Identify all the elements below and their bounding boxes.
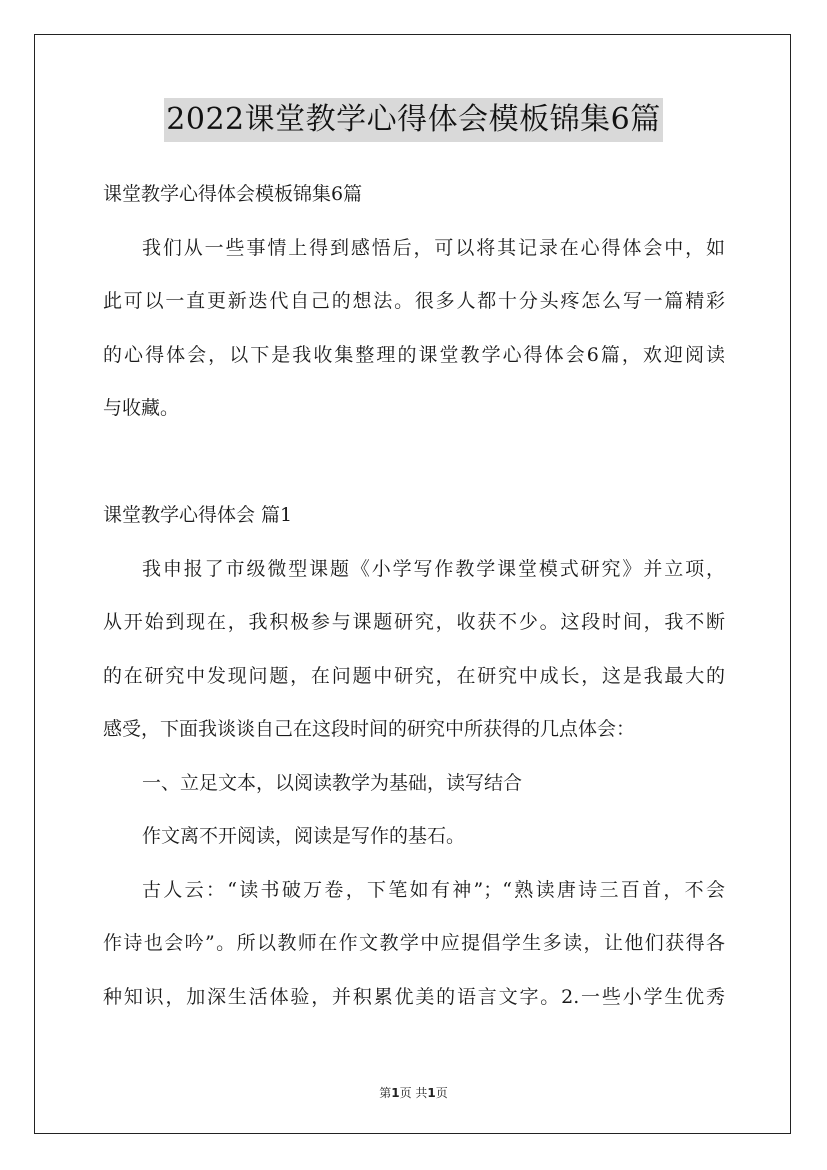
footer-page-number: 1	[391, 1086, 400, 1100]
section-para-line-2: 从开始到现在，我积极参与课题研究，收获不少。这段时间，我不断	[103, 611, 725, 633]
intro-line-4: 与收藏。	[103, 397, 180, 419]
section-para-line-4: 感受，下面我谈谈自己在这段时间的研究中所获得的几点体会：	[103, 718, 636, 740]
intro-line-1: 我们从一些事情上得到感悟后，可以将其记录在心得体会中，如	[142, 236, 725, 259]
title-container	[0, 98, 827, 142]
quote-para-line-2: 作诗也会吟”。所以教师在作文教学中应提倡学生多读，让他们获得各	[103, 932, 725, 954]
quote-para-line-1: 古人云：“读书破万卷，下笔如有神”；“熟读唐诗三百首，不会	[142, 878, 725, 901]
footer-total-number: 1	[427, 1086, 436, 1100]
page-footer	[0, 1084, 827, 1101]
quote-para-line-3: 种知识，加深生活体验，并积累优美的语言文字。2.一些小学生优秀	[103, 985, 725, 1008]
intro-line-2: 此可以一直更新迭代自己的想法。很多人都十分头疼怎么写一篇精彩	[103, 290, 725, 312]
point-line-1: 作文离不开阅读，阅读是写作的基石。	[142, 825, 466, 847]
section-para-line-3: 的在研究中发现问题，在问题中研究，在研究中成长，这是我最大的	[103, 664, 725, 687]
section-para-line-1: 我申报了市级微型课题《小学写作教学课堂模式研究》并立项，	[142, 557, 725, 580]
footer-total-suffix: 页	[435, 1086, 448, 1100]
point-heading-1: 一、立足文本，以阅读教学为基础，读写结合	[142, 771, 523, 794]
subtitle: 课堂教学心得体会模板锦集6篇	[103, 183, 363, 205]
footer-page-prefix: 第	[379, 1086, 392, 1100]
document-title: 2022课堂教学心得体会模板锦集6篇	[164, 98, 662, 142]
document-body	[103, 168, 725, 1024]
section-heading: 课堂教学心得体会 篇1	[103, 504, 293, 526]
paragraph-gap	[103, 436, 725, 490]
intro-line-3: 的心得体会，以下是我收集整理的课堂教学心得体会6篇，欢迎阅读	[103, 343, 725, 366]
footer-page-suffix: 页 共	[399, 1086, 428, 1100]
